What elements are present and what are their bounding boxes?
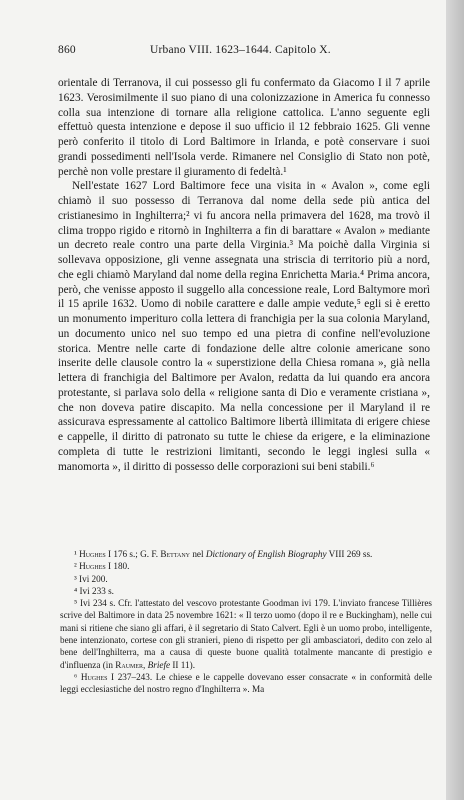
running-title: Urbano VIII. 1623–1644. Capitolo X. <box>150 44 331 56</box>
footnote-3: ³ Ivi 200. <box>74 573 108 584</box>
footnote-5: ⁵ Ivi 234 s. Cfr. l'attestato del vescovo protestante Goodman ivi 179. L'inviato francese Tillières scrive del Baltimore in data 25 novembre 1621: « Il terzo uomo (dopo il re e Buckingham), nelle cui mani si ritiene che siano gli affari, è il segretario di Stato Calvert. Egli è un uomo probo, intelligente, bene intenzionato, cortese con gli stranieri, pieno di rispetto per gli ambasciatori, dedito con zelo al bene dell'Inghilterra, ma a causa di queste buone qualità totalmente mancante di prestigio e d'influenza (in Raumer, Briefe II 11). <box>60 598 432 670</box>
footnote-2: ² Hughes I 180. <box>74 561 130 572</box>
page-number: 860 <box>58 44 76 56</box>
footnote-4: ⁴ Ivi 233 s. <box>74 585 114 596</box>
main-text <box>58 76 430 474</box>
footnote-separator <box>58 538 430 539</box>
paragraph: orientale di Terranova, il cui possesso gli fu confermato da Giacomo I il 7 aprile 1623. Verosimilmente il suo piano di una colonizzazione in America fu connesso colla sua intenzione di tornare alla religione cattolica. L'anno seguente egli effettuò questa intenzione e depose il suo ufficio il 12 febbraio 1625. Gli venne però conferito il titolo di Lord Baltimore in Irlanda, e potè conservare i suoi grandi possedimenti nell'Isola verde. Rimanere nel Consiglio di Stato non potè, perchè non volle prestare il giuramento di fedeltà.¹ <box>58 77 430 178</box>
footnote-1: ¹ Hughes I 176 s.; G. F. Bettany nel Dictionary of English Biography VIII 269 ss. <box>74 549 373 559</box>
footnotes <box>60 548 432 696</box>
paragraph: Nell'estate 1627 Lord Baltimore fece una visita in « Avalon », come egli chiamò il suo possesso di Terranova dal nome della sede più antica del cristianesimo in Inghilterra;² vi fu ancora nella primavera del 1628, ma trovò il clima troppo rigido e ritornò in Inghilterra a fin di barattare « Avalon » mediante un decreto reale contro una parte della Virginia.³ Ma poichè dalla Virginia si sollevava opposizione, gli venne assegnata una striscia di territorio più a nord, che egli chiamò Maryland dal nome della regina Enrichetta Maria.⁴ Prima ancora, però, che venisse apposto il suggello alla concessione reale, Lord Baltymore morì il 15 aprile 1632. Uomo di nobile carattere e dalle ampie vedute,⁵ egli si è eretto un monumento imperituro colla lettera di franchigia per la sua colonia Maryland, un documento unico nel suo tempo ed una pietra di confine nell'evoluzione storica. Mentre nelle carte di fondazione delle altre colonie americane sono inserite delle clausole contro la « superstizione della Chiesa romana », già nella lettera di franchigia del Baltimore per Avalon, redatta da lui quando era ancora protestante, si parlava solo della « religione santa di Dio e veramente cristiana », che non doveva patire discapito. Ma nella concessione per il Maryland il re assicurava espressamente al cattolico Baltimore libertà illimitata di erigere chiese e cappelle, il diritto di patronato su tutte le chiese da erigere, e la eliminazione completa di tutte le restrizioni limitanti, secondo le leggi inglesi sulla « manomorta », il diritto di possesso delle corporazioni sui beni stabili.⁶ <box>58 180 430 473</box>
page-edge <box>446 0 464 800</box>
footnote-6: ⁶ Hughes I 237–243. Le chiese e le cappelle dovevano esser consacrate « in conformità delle leggi ecclesiastiche del nostro regno d'Inghilterra ». Ma <box>60 671 433 695</box>
